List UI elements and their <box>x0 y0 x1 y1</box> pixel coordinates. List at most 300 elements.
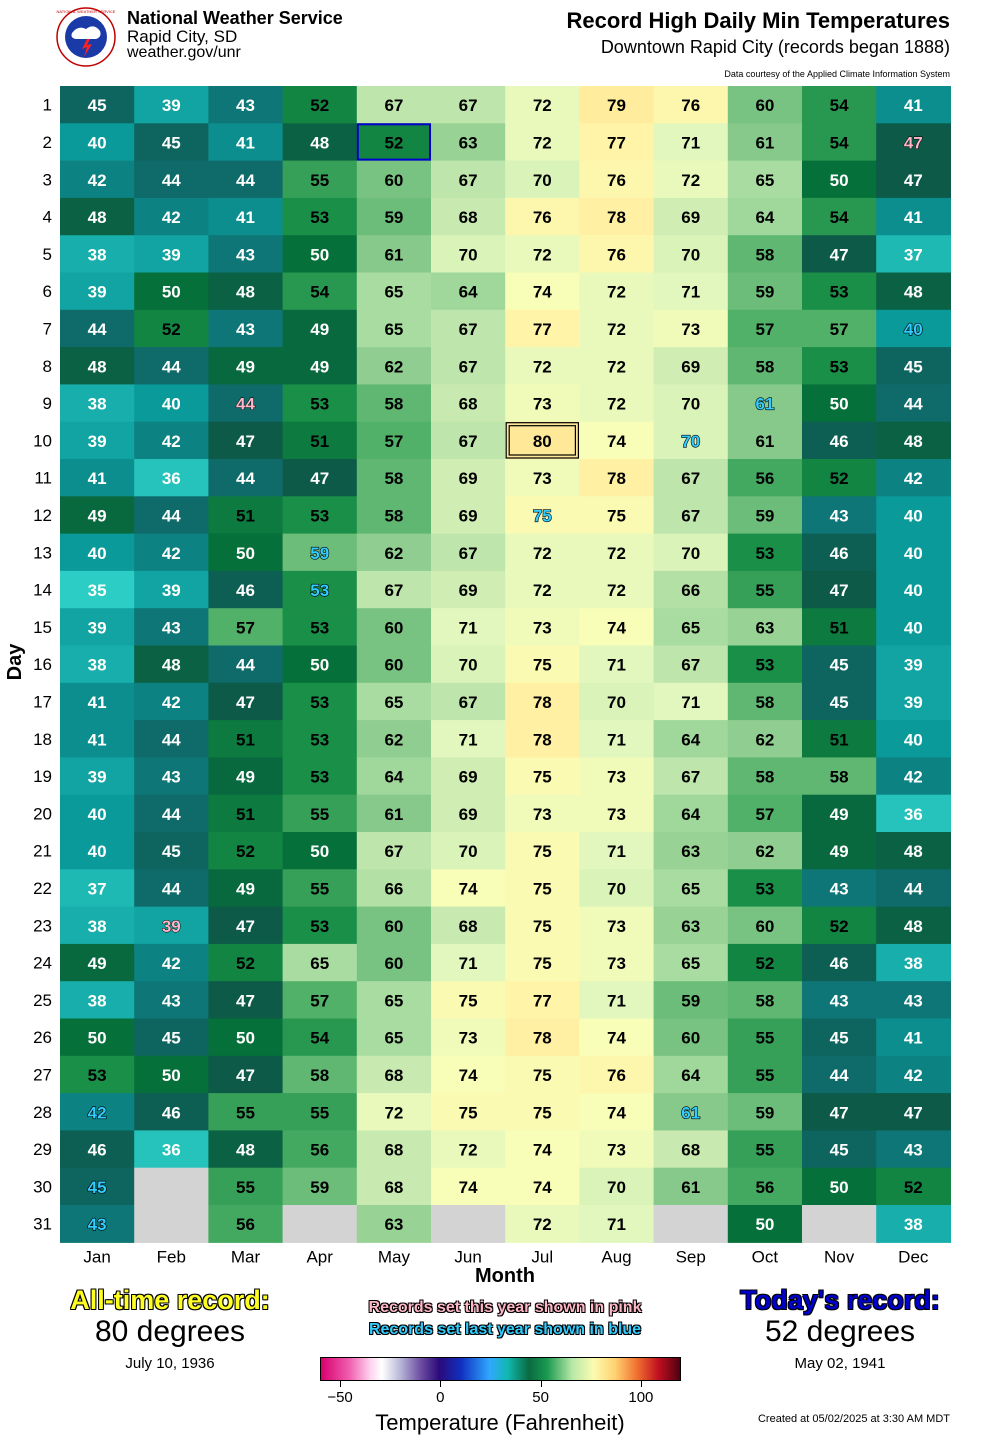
cell-value: 46 <box>829 954 849 974</box>
cell-value: 67 <box>384 842 404 862</box>
cell-value: 62 <box>755 842 775 862</box>
cell-value: 49 <box>829 842 849 862</box>
cell-value: 43 <box>829 991 849 1011</box>
cell-value: 78 <box>532 730 552 750</box>
cell-value: 40 <box>903 581 923 601</box>
cell-value: 42 <box>903 469 923 489</box>
cell-value: 73 <box>607 1140 626 1160</box>
cell-value: 72 <box>532 543 552 563</box>
x-tick-label: Jan <box>83 1247 111 1267</box>
cell-value: 52 <box>903 1177 923 1197</box>
cell-value: 67 <box>384 96 404 116</box>
cell-value: 65 <box>384 282 404 302</box>
cell-value: 63 <box>755 618 775 638</box>
cell-value: 65 <box>681 954 701 974</box>
cell-value: 47 <box>236 916 255 936</box>
cell-value: 65 <box>384 692 404 712</box>
y-tick-label: 26 <box>33 1028 52 1048</box>
cell-value: 44 <box>236 655 255 675</box>
cell-value: 71 <box>607 655 626 675</box>
all-time-record-label: All-time record: <box>70 1285 270 1315</box>
colorbar-tick-label: 50 <box>532 1389 549 1406</box>
cell-value: 69 <box>458 581 478 601</box>
cell-value: 43 <box>903 991 923 1011</box>
cell-value: 65 <box>755 170 775 190</box>
cell-value: 40 <box>903 730 923 750</box>
cell-value: 40 <box>161 394 181 414</box>
cell-value: 43 <box>829 506 849 526</box>
cell-value: 78 <box>607 208 626 228</box>
cell-value: 45 <box>829 1028 849 1048</box>
y-tick-label: 27 <box>33 1065 52 1085</box>
y-tick-label: 8 <box>42 356 52 376</box>
cell-value: 72 <box>607 319 626 339</box>
cell-value: 45 <box>87 1177 107 1197</box>
cell-value: 40 <box>903 319 923 339</box>
cell-value: 39 <box>87 431 107 451</box>
cell-value: 42 <box>87 1103 107 1123</box>
cell-value: 53 <box>755 655 775 675</box>
cell-value: 44 <box>903 879 923 899</box>
y-tick-label: 30 <box>33 1177 52 1197</box>
y-tick-label: 1 <box>42 95 52 115</box>
cell-value: 73 <box>532 618 552 638</box>
cell-value: 74 <box>532 1140 552 1160</box>
cell-value: 38 <box>87 655 107 675</box>
cell-value: 75 <box>532 767 552 787</box>
cell-value: 65 <box>384 1028 404 1048</box>
cell-value: 58 <box>755 245 775 265</box>
cell-value: 61 <box>755 431 775 451</box>
cell-value: 59 <box>310 1177 330 1197</box>
cell-value: 54 <box>829 208 849 228</box>
cell-value: 53 <box>310 730 330 750</box>
colorbar <box>320 1357 681 1381</box>
cell-value: 64 <box>681 804 701 824</box>
cell-value: 49 <box>236 357 255 377</box>
cell-value: 48 <box>903 282 923 302</box>
cell-value: 53 <box>829 282 849 302</box>
cell-value: 70 <box>681 543 701 563</box>
y-tick-label: 9 <box>42 394 52 414</box>
cell-value: 50 <box>829 170 849 190</box>
cell-value: 65 <box>384 991 404 1011</box>
y-tick-label: 24 <box>33 953 52 973</box>
cell-value: 57 <box>310 991 330 1011</box>
y-tick-label: 12 <box>33 505 52 525</box>
cell-value: 50 <box>236 1028 255 1048</box>
cell-value: 60 <box>681 1028 701 1048</box>
cell-value: 41 <box>903 96 923 116</box>
colorbar-tick-mark <box>541 1381 542 1387</box>
cell-value: 47 <box>236 431 255 451</box>
cell-value: 70 <box>458 842 478 862</box>
cell-value: 77 <box>607 133 626 153</box>
cell-value: 72 <box>607 581 626 601</box>
cell-value: 55 <box>755 1065 775 1085</box>
cell-value: 49 <box>87 506 107 526</box>
cell-value: 71 <box>607 1215 626 1235</box>
y-tick-label: 23 <box>33 916 52 936</box>
cell-value: 65 <box>681 618 701 638</box>
cell-value: 78 <box>532 1028 552 1048</box>
website-link[interactable]: weather.gov/unr <box>127 44 241 61</box>
cell-value: 48 <box>310 133 330 153</box>
cell-value: 77 <box>532 319 552 339</box>
cell-value: 76 <box>532 208 552 228</box>
cell-value: 77 <box>532 991 552 1011</box>
cell-value: 73 <box>532 469 552 489</box>
cell-value: 41 <box>87 469 107 489</box>
cell-value: 72 <box>532 133 552 153</box>
cell-value: 48 <box>161 655 181 675</box>
colorbar-tick-mark <box>641 1381 642 1387</box>
cell-value: 75 <box>458 1103 478 1123</box>
y-tick-label: 15 <box>33 617 52 637</box>
cell-value: 75 <box>532 506 552 526</box>
cell-value: 58 <box>384 469 404 489</box>
cell-value: 49 <box>87 954 107 974</box>
cell-value: 70 <box>458 655 478 675</box>
cell-value: 49 <box>829 804 849 824</box>
colorbar-tick-label: −50 <box>327 1389 353 1406</box>
cell-value: 41 <box>903 208 923 228</box>
cell-value: 59 <box>681 991 701 1011</box>
cell-value: 36 <box>161 469 181 489</box>
cell-value: 39 <box>903 655 923 675</box>
cell-value: 60 <box>384 618 404 638</box>
cell-value: 43 <box>236 319 255 339</box>
cell-value: 72 <box>607 282 626 302</box>
cell-value: 57 <box>755 804 775 824</box>
cell-value: 58 <box>384 394 404 414</box>
cell-value: 57 <box>829 319 849 339</box>
cell-value: 58 <box>310 1065 330 1085</box>
cell-value: 51 <box>829 730 849 750</box>
cell-value: 39 <box>161 96 181 116</box>
cell-value: 40 <box>87 133 107 153</box>
cell-value: 44 <box>236 170 255 190</box>
cell-value: 52 <box>310 96 330 116</box>
cell-value: 47 <box>829 581 849 601</box>
cell-value: 60 <box>384 170 404 190</box>
cell-value: 53 <box>310 916 330 936</box>
cell-value: 72 <box>532 96 552 116</box>
cell-value: 39 <box>87 282 107 302</box>
cell-value: 76 <box>607 245 626 265</box>
cell-value: 60 <box>384 954 404 974</box>
cell-value: 71 <box>458 954 478 974</box>
cell-value: 38 <box>87 394 107 414</box>
y-tick-label: 14 <box>33 580 52 600</box>
cell-value: 66 <box>384 879 404 899</box>
heatmap-cell <box>654 1205 729 1243</box>
cell-value: 71 <box>458 618 478 638</box>
cell-value: 41 <box>903 1028 923 1048</box>
cell-value: 58 <box>384 506 404 526</box>
cell-value: 47 <box>236 991 255 1011</box>
cell-value: 80 <box>532 431 552 451</box>
cell-value: 42 <box>161 208 181 228</box>
cell-value: 44 <box>236 469 255 489</box>
cell-value: 55 <box>236 1103 255 1123</box>
cell-value: 58 <box>755 692 775 712</box>
cell-value: 48 <box>903 842 923 862</box>
cell-value: 68 <box>384 1140 404 1160</box>
cell-value: 72 <box>458 1140 478 1160</box>
cell-value: 59 <box>310 543 330 563</box>
cell-value: 41 <box>87 692 107 712</box>
cell-value: 53 <box>755 879 775 899</box>
cell-value: 71 <box>681 692 701 712</box>
cell-value: 74 <box>607 618 626 638</box>
cell-value: 44 <box>161 506 181 526</box>
cell-value: 73 <box>607 916 626 936</box>
x-axis-label: Month <box>475 1265 535 1287</box>
cell-value: 67 <box>458 170 478 190</box>
cell-value: 53 <box>310 208 330 228</box>
cell-value: 56 <box>310 1140 330 1160</box>
cell-value: 40 <box>903 506 923 526</box>
y-tick-label: 22 <box>33 878 52 898</box>
cell-value: 67 <box>458 692 478 712</box>
cell-value: 75 <box>607 506 626 526</box>
y-tick-label: 2 <box>42 132 52 152</box>
cell-value: 69 <box>681 357 701 377</box>
cell-value: 50 <box>87 1028 107 1048</box>
x-tick-label: Jun <box>454 1247 482 1267</box>
cell-value: 46 <box>829 543 849 563</box>
x-tick-label: May <box>377 1247 410 1267</box>
cell-value: 57 <box>755 319 775 339</box>
x-tick-label: Aug <box>601 1247 632 1267</box>
cell-value: 72 <box>384 1103 404 1123</box>
cell-value: 43 <box>903 1140 923 1160</box>
cell-value: 44 <box>161 804 181 824</box>
cell-value: 55 <box>310 1103 330 1123</box>
cell-value: 76 <box>607 170 626 190</box>
heatmap-cell <box>134 1168 209 1206</box>
cell-value: 72 <box>607 543 626 563</box>
cell-value: 66 <box>681 581 701 601</box>
y-tick-label: 21 <box>33 841 52 861</box>
cell-value: 75 <box>532 879 552 899</box>
cell-value: 53 <box>87 1065 107 1085</box>
y-tick-label: 28 <box>33 1102 52 1122</box>
cell-value: 47 <box>310 469 330 489</box>
y-tick-label: 3 <box>42 170 52 190</box>
cell-value: 37 <box>903 245 923 265</box>
cell-value: 39 <box>87 618 107 638</box>
cell-value: 54 <box>310 1028 330 1048</box>
logo-text: NATIONAL WEATHER SERVICE <box>56 9 116 14</box>
cell-value: 44 <box>161 357 181 377</box>
y-tick-label: 7 <box>42 319 52 339</box>
cell-value: 72 <box>532 581 552 601</box>
cell-value: 43 <box>161 991 181 1011</box>
cell-value: 65 <box>310 954 330 974</box>
cell-value: 70 <box>681 394 701 414</box>
cell-value: 45 <box>903 357 923 377</box>
cell-value: 61 <box>384 804 404 824</box>
cell-value: 53 <box>310 692 330 712</box>
cell-value: 45 <box>161 133 181 153</box>
cell-value: 48 <box>903 916 923 936</box>
y-tick-label: 5 <box>42 244 52 264</box>
y-tick-label: 31 <box>33 1214 52 1234</box>
cell-value: 70 <box>607 692 626 712</box>
cell-value: 42 <box>161 431 181 451</box>
colorbar-tick-label: 0 <box>436 1389 445 1406</box>
cell-value: 47 <box>236 692 255 712</box>
cell-value: 61 <box>755 133 775 153</box>
cell-value: 62 <box>384 543 404 563</box>
cell-value: 40 <box>87 804 107 824</box>
colorbar-tick-label: 100 <box>628 1389 654 1406</box>
cell-value: 58 <box>755 767 775 787</box>
cell-value: 68 <box>384 1177 404 1197</box>
cell-value: 54 <box>829 133 849 153</box>
x-tick-label: Dec <box>898 1247 929 1267</box>
cell-value: 46 <box>161 1103 181 1123</box>
cell-value: 75 <box>532 655 552 675</box>
cell-value: 50 <box>161 1065 181 1085</box>
cell-value: 55 <box>755 1140 775 1160</box>
cell-value: 74 <box>607 1028 626 1048</box>
cell-value: 36 <box>161 1140 181 1160</box>
cell-value: 44 <box>829 1065 849 1085</box>
cell-value: 48 <box>87 208 107 228</box>
cell-value: 69 <box>458 506 478 526</box>
cell-value: 50 <box>310 842 330 862</box>
cell-value: 61 <box>384 245 404 265</box>
cell-value: 65 <box>384 319 404 339</box>
cell-value: 40 <box>903 618 923 638</box>
cell-value: 74 <box>532 282 552 302</box>
cell-value: 49 <box>310 319 330 339</box>
cell-value: 53 <box>310 506 330 526</box>
cell-value: 51 <box>310 431 330 451</box>
cell-value: 37 <box>87 879 107 899</box>
cell-value: 59 <box>755 1103 775 1123</box>
x-tick-label: Feb <box>156 1247 186 1267</box>
cell-value: 42 <box>903 767 923 787</box>
cell-value: 43 <box>829 879 849 899</box>
cell-value: 51 <box>829 618 849 638</box>
legend-note-this-year: Records set this year shown in pink <box>368 1299 642 1316</box>
y-tick-label: 25 <box>33 990 52 1010</box>
cell-value: 74 <box>607 431 626 451</box>
cell-value: 42 <box>87 170 107 190</box>
cell-value: 58 <box>755 357 775 377</box>
cell-value: 43 <box>236 245 255 265</box>
data-courtesy: Data courtesy of the Applied Climate Information System <box>724 69 950 79</box>
cell-value: 51 <box>236 730 255 750</box>
cell-value: 61 <box>681 1103 701 1123</box>
cell-value: 38 <box>87 991 107 1011</box>
cell-value: 73 <box>532 804 552 824</box>
cell-value: 68 <box>458 394 478 414</box>
todays-record-date: May 02, 1941 <box>794 1355 886 1372</box>
cell-value: 61 <box>755 394 775 414</box>
y-tick-label: 16 <box>33 655 52 675</box>
cell-value: 48 <box>903 431 923 451</box>
cell-value: 47 <box>829 245 849 265</box>
y-tick-label: 19 <box>33 767 52 787</box>
cell-value: 74 <box>532 1177 552 1197</box>
cell-value: 71 <box>458 730 478 750</box>
x-tick-label: Sep <box>675 1247 706 1267</box>
cell-value: 45 <box>829 692 849 712</box>
cell-value: 59 <box>384 208 404 228</box>
cell-value: 70 <box>607 879 626 899</box>
cell-value: 52 <box>384 133 404 153</box>
cell-value: 73 <box>532 394 552 414</box>
cell-value: 67 <box>458 319 478 339</box>
todays-record-label: Today's record: <box>740 1285 940 1315</box>
cell-value: 73 <box>458 1028 478 1048</box>
cell-value: 55 <box>236 1177 255 1197</box>
legend-note-last-year: Records set last year shown in blue <box>368 1321 642 1338</box>
cell-value: 62 <box>384 730 404 750</box>
cell-value: 47 <box>903 133 923 153</box>
cell-value: 55 <box>310 170 330 190</box>
cell-value: 63 <box>458 133 478 153</box>
cell-value: 67 <box>681 767 701 787</box>
heatmap-cell <box>283 1205 358 1243</box>
cell-value: 41 <box>236 133 255 153</box>
cell-value: 67 <box>384 581 404 601</box>
cell-value: 36 <box>903 804 923 824</box>
cell-value: 50 <box>310 245 330 265</box>
cell-value: 48 <box>236 1140 255 1160</box>
cell-value: 38 <box>87 245 107 265</box>
cell-value: 53 <box>310 581 330 601</box>
cell-value: 49 <box>236 767 255 787</box>
colorbar-tick-mark <box>440 1381 441 1387</box>
cell-value: 45 <box>161 842 181 862</box>
all-time-record-value: 80 degrees <box>94 1315 246 1348</box>
cell-value: 75 <box>532 916 552 936</box>
cell-value: 70 <box>681 431 701 451</box>
cell-value: 58 <box>829 767 849 787</box>
cell-value: 39 <box>161 245 181 265</box>
cell-value: 52 <box>161 319 181 339</box>
cell-value: 52 <box>755 954 775 974</box>
cell-value: 54 <box>829 96 849 116</box>
cell-value: 50 <box>755 1215 775 1235</box>
cell-value: 42 <box>161 954 181 974</box>
cell-value: 47 <box>236 1065 255 1085</box>
cell-value: 56 <box>755 1177 775 1197</box>
cell-value: 40 <box>87 543 107 563</box>
cell-value: 75 <box>532 1065 552 1085</box>
x-tick-label: Mar <box>230 1247 261 1267</box>
cell-value: 50 <box>310 655 330 675</box>
cell-value: 61 <box>681 1177 701 1197</box>
y-tick-label: 6 <box>42 282 52 302</box>
cell-value: 73 <box>607 804 626 824</box>
cell-value: 60 <box>755 96 775 116</box>
cell-value: 68 <box>384 1065 404 1085</box>
heatmap-cell <box>431 1205 506 1243</box>
cell-value: 67 <box>681 655 701 675</box>
cell-value: 64 <box>384 767 404 787</box>
cell-value: 67 <box>681 506 701 526</box>
cell-value: 40 <box>87 842 107 862</box>
cell-value: 47 <box>829 1103 849 1123</box>
colorbar-tick-mark <box>340 1381 341 1387</box>
